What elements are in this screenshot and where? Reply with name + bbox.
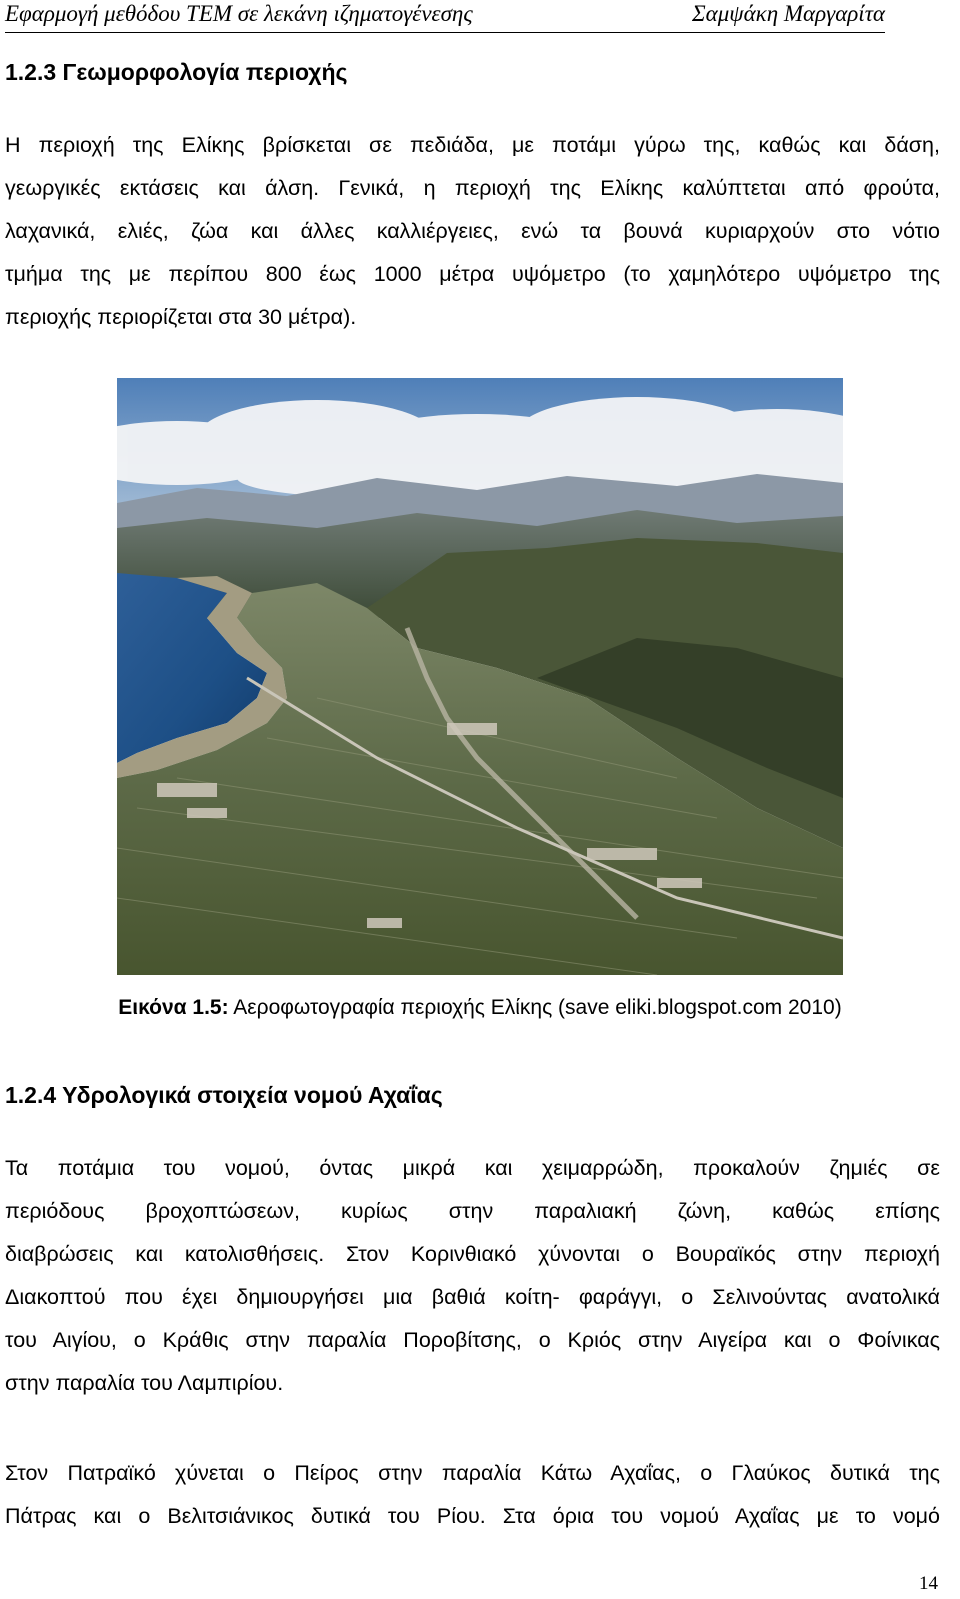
section-heading-geomorphology: 1.2.3 Γεωμορφολογία περιοχής xyxy=(5,59,348,85)
paragraph-line: λαχανικά, ελιές, ζώα και άλλες καλλιέργειες, ενώ τα βουνά κυριαρχούν στο νότιο xyxy=(5,219,940,243)
paragraph-line: Τα ποτάμια του νομού, όντας μικρά και χειμαρρώδη, προκαλούν ζημιές σε xyxy=(5,1156,940,1180)
page-number: 14 xyxy=(919,1573,938,1594)
aerial-photo-eliki xyxy=(117,378,843,975)
header-document-title: Εφαρμογή μεθόδου TEM σε λεκάνη ιζηματογένεσης xyxy=(5,1,473,26)
paragraph-geomorphology xyxy=(5,124,940,339)
section-heading-hydrology: 1.2.4 Υδρολογικά στοιχεία νομού Αχαΐας xyxy=(5,1082,443,1108)
paragraph-line: του Αιγίου, ο Κράθις στην παραλία Ποροβίτσης, ο Κριός στην Αιγείρα και ο Φοίνικας xyxy=(5,1328,940,1352)
figure-caption xyxy=(0,994,960,1022)
paragraph-line: τμήμα της με περίπου 800 έως 1000 μέτρα υψόμετρο (το χαμηλότερο υψόμετρο της xyxy=(5,262,940,286)
paragraph-line: γεωργικές εκτάσεις και άλση. Γενικά, η περιοχή της Ελίκης καλύπτεται από φρούτα, xyxy=(5,176,940,200)
paragraph-line: Στον Πατραϊκό χύνεται ο Πείρος στην παραλία Κάτω Αχαΐας, ο Γλαύκος δυτικά της xyxy=(5,1461,940,1485)
paragraph-line: Διακοπτού που έχει δημιουργήσει μια βαθιά κοίτη- φαράγγι, ο Σελινούντας ανατολικά xyxy=(5,1285,940,1309)
figure-caption-text: Αεροφωτογραφία περιοχής Ελίκης (save eliki.blogspot.com 2010) xyxy=(228,996,842,1019)
figure-label: Εικόνα 1.5: xyxy=(118,996,229,1019)
header-author: Σαμψάκη Μαργαρίτα xyxy=(692,1,885,26)
paragraph-hydrology-2 xyxy=(5,1452,940,1538)
paragraph-line: Η περιοχή της Ελίκης βρίσκεται σε πεδιάδα, με ποτάμι γύρω της, καθώς και δάση, xyxy=(5,133,940,157)
header-rule xyxy=(5,32,885,33)
paragraph-hydrology-1 xyxy=(5,1147,940,1405)
paragraph-line: διαβρώσεις και κατολισθήσεις. Στον Κορινθιακό χύνονται ο Βουραϊκός στην περιοχή xyxy=(5,1242,940,1266)
paragraph-line: Πάτρας και ο Βελιτσιάνικος δυτικά του Ρίου. Στα όρια του νομού Αχαΐας με το νομό xyxy=(5,1504,940,1528)
paragraph-line: στην παραλία του Λαμπιρίου. xyxy=(5,1371,284,1395)
running-header xyxy=(5,0,885,28)
paragraph-line: περιόδους βροχοπτώσεων, κυρίως στην παραλιακή ζώνη, καθώς επίσης xyxy=(5,1199,940,1223)
paragraph-line: περιοχής περιορίζεται στα 30 μέτρα). xyxy=(5,305,357,329)
